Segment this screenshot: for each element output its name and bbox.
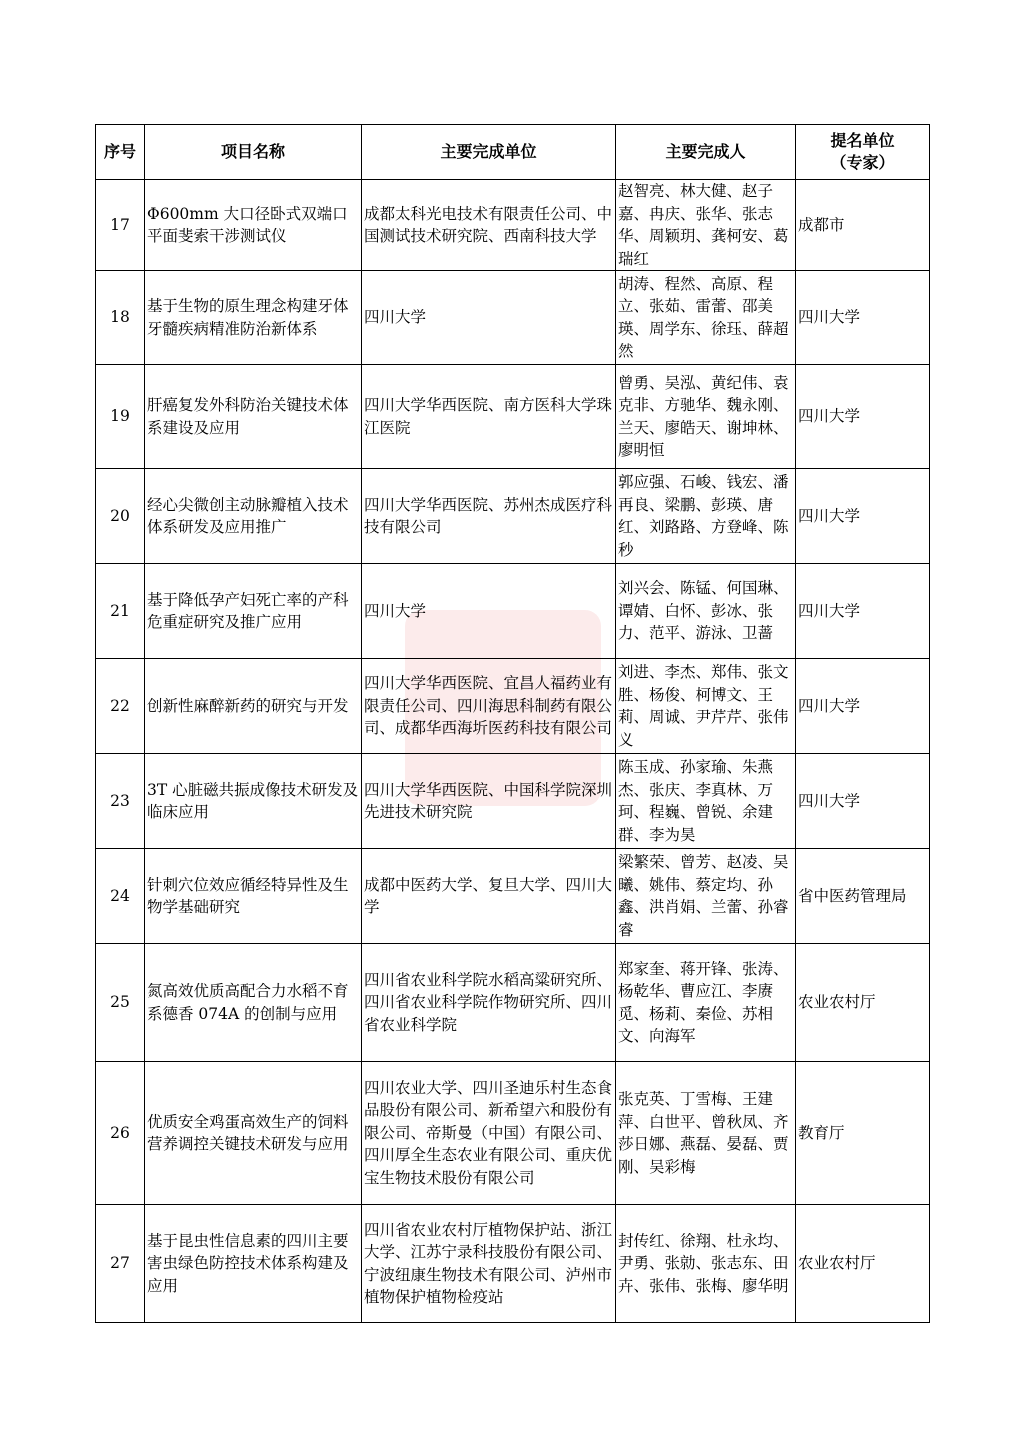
row-nominator: 四川大学 <box>796 564 930 659</box>
row-nominator: 四川大学 <box>796 754 930 849</box>
row-main-unit: 四川大学华西医院、中国科学院深圳先进技术研究院 <box>362 754 616 849</box>
row-main-persons: 刘兴会、陈锰、何国琳、谭婧、白怀、彭冰、张力、范平、游泳、卫蔷 <box>616 564 796 659</box>
row-project-name: 基于降低孕产妇死亡率的产科危重症研究及推广应用 <box>145 564 362 659</box>
row-main-unit: 四川大学华西医院、宜昌人福药业有限责任公司、四川海思科制药有限公司、成都华西海圻医药科技有限公司 <box>362 659 616 754</box>
row-main-unit: 四川省农业农村厅植物保护站、浙江大学、江苏宁录科技股份有限公司、宁波纽康生物技术有限公司、泸州市植物保护植物检疫站 <box>362 1205 616 1323</box>
row-main-persons: 张克英、丁雪梅、王建萍、白世平、曾秋凤、齐莎日娜、燕磊、晏磊、贾刚、吴彩梅 <box>616 1062 796 1205</box>
row-num: 21 <box>96 564 145 659</box>
table-row <box>96 849 930 944</box>
table-row <box>96 1205 930 1323</box>
header-main-persons: 主要完成人 <box>616 125 796 180</box>
row-nominator: 四川大学 <box>796 271 930 365</box>
header-main-unit: 主要完成单位 <box>362 125 616 180</box>
row-main-persons: 郑家奎、蒋开锋、张涛、杨乾华、曹应江、李赓觅、杨莉、秦俭、苏相文、向海军 <box>616 944 796 1062</box>
row-main-unit: 四川大学 <box>362 564 616 659</box>
row-main-unit: 四川大学 <box>362 271 616 365</box>
row-nominator: 教育厅 <box>796 1062 930 1205</box>
row-main-persons: 曾勇、吴泓、黄纪伟、袁克非、方驰华、魏永刚、兰天、廖皓天、谢坤林、廖明恒 <box>616 365 796 469</box>
row-main-unit: 成都太科光电技术有限责任公司、中国测试技术研究院、西南科技大学 <box>362 180 616 271</box>
row-num: 17 <box>96 180 145 271</box>
row-main-unit: 成都中医药大学、复旦大学、四川大学 <box>362 849 616 944</box>
row-project-name: 经心尖微创主动脉瓣植入技术体系研发及应用推广 <box>145 469 362 564</box>
award-table <box>95 124 930 1323</box>
row-main-persons: 刘进、李杰、郑伟、张文胜、杨俊、柯博文、王莉、周诚、尹芹芹、张伟义 <box>616 659 796 754</box>
row-main-unit: 四川省农业科学院水稻高粱研究所、四川省农业科学院作物研究所、四川省农业科学院 <box>362 944 616 1062</box>
table-row <box>96 564 930 659</box>
row-nominator: 农业农村厅 <box>796 1205 930 1323</box>
row-main-persons: 陈玉成、孙家瑜、朱燕杰、张庆、李真林、万珂、程巍、曾锐、余建群、李为昊 <box>616 754 796 849</box>
header-num: 序号 <box>96 125 145 180</box>
header-project-name: 项目名称 <box>145 125 362 180</box>
row-project-name: 针刺穴位效应循经特异性及生物学基础研究 <box>145 849 362 944</box>
table-row <box>96 1062 930 1205</box>
table-row <box>96 754 930 849</box>
row-project-name: 优质安全鸡蛋高效生产的饲料营养调控关键技术研发与应用 <box>145 1062 362 1205</box>
row-num: 26 <box>96 1062 145 1205</box>
row-project-name: 创新性麻醉新药的研究与开发 <box>145 659 362 754</box>
row-nominator: 四川大学 <box>796 659 930 754</box>
row-num: 18 <box>96 271 145 365</box>
row-project-name: 基于生物的原生理念构建牙体牙髓疾病精准防治新体系 <box>145 271 362 365</box>
row-num: 24 <box>96 849 145 944</box>
row-project-name: 氮高效优质高配合力水稻不育系德香 074A 的创制与应用 <box>145 944 362 1062</box>
row-main-persons: 郭应强、石峻、钱宏、潘再良、梁鹏、彭瑛、唐红、刘路路、方登峰、陈秒 <box>616 469 796 564</box>
row-main-persons: 封传红、徐翔、杜永均、尹勇、张勍、张志东、田卉、张伟、张梅、廖华明 <box>616 1205 796 1323</box>
row-main-persons: 梁繁荣、曾芳、赵凌、吴曦、姚伟、蔡定均、孙鑫、洪肖娟、兰蕾、孙睿睿 <box>616 849 796 944</box>
row-nominator: 成都市 <box>796 180 930 271</box>
table-row <box>96 944 930 1062</box>
table-row <box>96 180 930 271</box>
row-project-name: 3T 心脏磁共振成像技术研发及临床应用 <box>145 754 362 849</box>
table-header-row <box>96 125 930 180</box>
row-main-unit: 四川农业大学、四川圣迪乐村生态食品股份有限公司、新希望六和股份有限公司、帝斯曼（中国）有限公司、四川厚全生态农业有限公司、重庆优宝生物技术股份有限公司 <box>362 1062 616 1205</box>
row-project-name: 基于昆虫性信息素的四川主要害虫绿色防控技术体系构建及应用 <box>145 1205 362 1323</box>
row-num: 23 <box>96 754 145 849</box>
table-row <box>96 659 930 754</box>
row-nominator: 农业农村厅 <box>796 944 930 1062</box>
row-nominator: 四川大学 <box>796 365 930 469</box>
row-num: 25 <box>96 944 145 1062</box>
row-num: 22 <box>96 659 145 754</box>
row-main-persons: 赵智亮、林大健、赵子嘉、冉庆、张华、张志华、周颖玥、龚柯安、葛瑞红 <box>616 180 796 271</box>
row-main-unit: 四川大学华西医院、南方医科大学珠江医院 <box>362 365 616 469</box>
row-nominator: 省中医药管理局 <box>796 849 930 944</box>
row-main-unit: 四川大学华西医院、苏州杰成医疗科技有限公司 <box>362 469 616 564</box>
row-num: 20 <box>96 469 145 564</box>
header-nominator: 提名单位 （专家） <box>796 125 930 180</box>
table-row <box>96 271 930 365</box>
row-nominator: 四川大学 <box>796 469 930 564</box>
row-project-name: Φ600mm 大口径卧式双端口平面斐索干涉测试仪 <box>145 180 362 271</box>
row-num: 19 <box>96 365 145 469</box>
row-project-name: 肝癌复发外科防治关键技术体系建设及应用 <box>145 365 362 469</box>
table-row <box>96 469 930 564</box>
table-row <box>96 365 930 469</box>
row-num: 27 <box>96 1205 145 1323</box>
row-main-persons: 胡涛、程然、高原、程立、张茹、雷蕾、邵美瑛、周学东、徐珏、薛超然 <box>616 271 796 365</box>
